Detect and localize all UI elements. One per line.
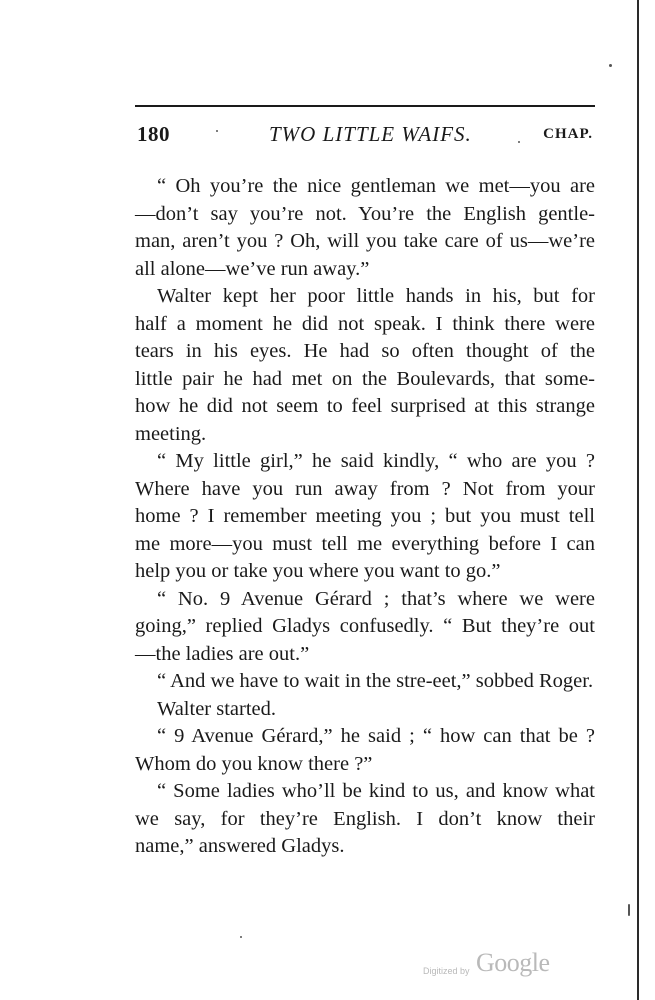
paragraph	[135, 448, 595, 586]
text-line: Where have you run away from ? Not from your	[135, 477, 595, 500]
page-edge-line	[637, 0, 639, 1000]
text-line: “ And we have to wait in the stre-eet,” sobbed Roger.	[157, 670, 594, 692]
paragraph	[135, 723, 595, 778]
paragraph	[135, 778, 595, 861]
text-line: half a moment he did not speak. I think there were	[135, 312, 595, 335]
paragraph	[135, 283, 595, 448]
paragraph	[135, 586, 595, 669]
watermark-prefix: Digitized by	[423, 966, 470, 976]
text-line: Walter kept her poor little hands in his, but for	[157, 285, 595, 307]
text-line: Walter started.	[157, 697, 277, 720]
text-line: all alone—we’ve run away.”	[135, 257, 370, 280]
chapter-label: CHAP.	[543, 126, 593, 142]
text-line: Whom do you know there ?”	[135, 752, 373, 775]
text-line: me more—you must tell me everything before I can	[135, 532, 595, 555]
text-line: tears in his eyes. He had so often thought of the	[135, 340, 595, 362]
paragraph	[135, 668, 595, 696]
running-title: TWO LITTLE WAIFS.	[269, 122, 472, 146]
page-number: 180	[137, 122, 170, 146]
ink-speck	[240, 936, 242, 938]
text-line: help you or take you where you want to go.”	[135, 560, 501, 582]
text-line: “ No. 9 Avenue Gérard ; that’s where we were	[157, 587, 595, 610]
body-text	[135, 173, 595, 861]
text-line: we say, for they’re English. I don’t know their	[135, 807, 595, 830]
header-rule	[135, 105, 595, 107]
text-line: man, aren’t you ? Oh, will you take care of us—we’re	[135, 230, 595, 252]
text-line: how he did not seem to feel surprised at this strange	[135, 395, 595, 417]
text-line: “ Some ladies who’ll be kind to us, and know what	[157, 780, 595, 802]
ink-speck	[628, 904, 630, 916]
ink-speck	[216, 130, 218, 132]
text-line: “ Oh you’re the nice gentleman we met—you are	[157, 175, 595, 197]
text-line: going,” replied Gladys confusedly. “ But they’re out	[135, 615, 595, 637]
text-line: name,” answered Gladys.	[135, 835, 345, 857]
text-line: “ 9 Avenue Gérard,” he said ; “ how can that be ?	[157, 725, 595, 747]
digitized-watermark	[423, 948, 563, 984]
running-header	[135, 120, 595, 150]
paragraph	[135, 173, 595, 283]
text-line: —don’t say you’re not. You’re the English gentle-	[135, 202, 595, 225]
text-line: meeting.	[135, 422, 207, 445]
text-line: little pair he had met on the Boulevards, that some-	[135, 367, 595, 390]
text-line: “ My little girl,” he said kindly, “ who are you ?	[157, 450, 595, 472]
text-line: home ? I remember meeting you ; but you must tell	[135, 505, 595, 527]
paragraph	[135, 696, 595, 724]
ink-speck	[518, 141, 520, 143]
watermark-logo: Google	[476, 948, 550, 977]
text-line: —the ladies are out.”	[135, 642, 310, 665]
ink-speck	[609, 64, 612, 67]
